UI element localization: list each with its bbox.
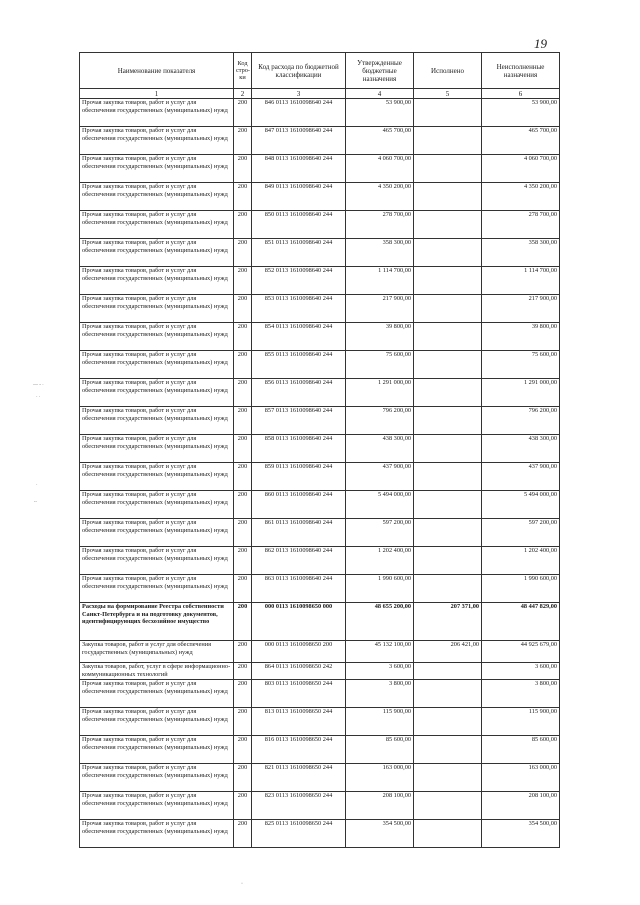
row-name: Прочая закупка товаров, работ и услуг для обеспечения государственных (муниципальных) нужд bbox=[80, 267, 234, 295]
header-name: Наименование показателя bbox=[80, 53, 234, 89]
row-name: Прочая закупка товаров, работ и услуг для обеспечения государственных (муниципальных) нужд bbox=[80, 519, 234, 547]
row-executed bbox=[414, 575, 482, 603]
row-approved: 48 655 200,00 bbox=[346, 603, 414, 641]
row-line-code: 200 bbox=[234, 603, 252, 641]
column-number: 1 bbox=[80, 89, 234, 99]
row-line-code: 200 bbox=[234, 663, 252, 680]
row-line-code: 200 bbox=[234, 792, 252, 820]
row-executed bbox=[414, 736, 482, 764]
row-unexecuted: 53 900,00 bbox=[482, 99, 560, 127]
budget-execution-table bbox=[79, 52, 560, 848]
row-executed bbox=[414, 680, 482, 708]
row-expense-code: 825 0113 1610098650 244 bbox=[252, 820, 346, 848]
row-expense-code: 854 0113 1610098640 244 bbox=[252, 323, 346, 351]
row-unexecuted: 39 800,00 bbox=[482, 323, 560, 351]
table-row bbox=[80, 820, 560, 848]
table-row bbox=[80, 407, 560, 435]
row-unexecuted: 75 600,00 bbox=[482, 351, 560, 379]
row-unexecuted: 3 600,00 bbox=[482, 663, 560, 680]
row-unexecuted: 3 800,00 bbox=[482, 680, 560, 708]
row-executed bbox=[414, 792, 482, 820]
row-executed bbox=[414, 491, 482, 519]
row-approved: 5 494 000,00 bbox=[346, 491, 414, 519]
row-executed bbox=[414, 239, 482, 267]
row-approved: 75 600,00 bbox=[346, 351, 414, 379]
row-approved: 465 700,00 bbox=[346, 127, 414, 155]
header-unexecuted: Неисполненные назначения bbox=[482, 53, 560, 89]
row-name: Прочая закупка товаров, работ и услуг для обеспечения государственных (муниципальных) нужд bbox=[80, 99, 234, 127]
row-line-code: 200 bbox=[234, 295, 252, 323]
scan-mark: · bbox=[36, 483, 38, 488]
table-row bbox=[80, 575, 560, 603]
row-executed: 207 371,00 bbox=[414, 603, 482, 641]
row-line-code: 200 bbox=[234, 183, 252, 211]
column-number: 5 bbox=[414, 89, 482, 99]
row-unexecuted: 85 600,00 bbox=[482, 736, 560, 764]
row-approved: 278 700,00 bbox=[346, 211, 414, 239]
row-unexecuted: 5 494 000,00 bbox=[482, 491, 560, 519]
row-name: Закупка товаров, работ, услуг в сфере информационно-коммуникационных технологий bbox=[80, 663, 234, 680]
row-expense-code: 859 0113 1610098640 244 bbox=[252, 463, 346, 491]
table-row bbox=[80, 295, 560, 323]
row-line-code: 200 bbox=[234, 127, 252, 155]
row-name: Прочая закупка товаров, работ и услуг для обеспечения государственных (муниципальных) нужд bbox=[80, 211, 234, 239]
column-number: 2 bbox=[234, 89, 252, 99]
column-number-row bbox=[80, 89, 560, 99]
page-number: 19 bbox=[534, 36, 547, 51]
row-expense-code: 861 0113 1610098640 244 bbox=[252, 519, 346, 547]
row-line-code: 200 bbox=[234, 764, 252, 792]
row-approved: 208 100,00 bbox=[346, 792, 414, 820]
row-approved: 217 900,00 bbox=[346, 295, 414, 323]
table-row bbox=[80, 435, 560, 463]
row-approved: 1 202 400,00 bbox=[346, 547, 414, 575]
row-name: Прочая закупка товаров, работ и услуг для обеспечения государственных (муниципальных) нужд bbox=[80, 792, 234, 820]
table-row bbox=[80, 211, 560, 239]
row-executed bbox=[414, 820, 482, 848]
header-executed: Исполнено bbox=[414, 53, 482, 89]
row-unexecuted: 163 000,00 bbox=[482, 764, 560, 792]
table-row bbox=[80, 519, 560, 547]
table-row bbox=[80, 491, 560, 519]
row-approved: 1 990 600,00 bbox=[346, 575, 414, 603]
row-expense-code: 848 0113 1610098640 244 bbox=[252, 155, 346, 183]
row-approved: 45 132 100,00 bbox=[346, 641, 414, 663]
row-expense-code: 862 0113 1610098640 244 bbox=[252, 547, 346, 575]
row-executed: 206 421,00 bbox=[414, 641, 482, 663]
row-name: Закупка товаров, работ и услуг для обеспечения государственных (муниципальных) нужд bbox=[80, 641, 234, 663]
row-unexecuted: 4 060 700,00 bbox=[482, 155, 560, 183]
row-line-code: 200 bbox=[234, 820, 252, 848]
row-unexecuted: 597 200,00 bbox=[482, 519, 560, 547]
row-executed bbox=[414, 295, 482, 323]
row-name: Прочая закупка товаров, работ и услуг для обеспечения государственных (муниципальных) нужд bbox=[80, 379, 234, 407]
row-name: Прочая закупка товаров, работ и услуг для обеспечения государственных (муниципальных) нужд bbox=[80, 183, 234, 211]
table-row bbox=[80, 792, 560, 820]
row-expense-code: 000 0113 1610098650 200 bbox=[252, 641, 346, 663]
row-name: Прочая закупка товаров, работ и услуг для обеспечения государственных (муниципальных) нужд bbox=[80, 736, 234, 764]
row-expense-code: 857 0113 1610098640 244 bbox=[252, 407, 346, 435]
row-expense-code: 000 0113 1610098650 000 bbox=[252, 603, 346, 641]
row-unexecuted: 1 202 400,00 bbox=[482, 547, 560, 575]
row-unexecuted: 208 100,00 bbox=[482, 792, 560, 820]
row-name: Прочая закупка товаров, работ и услуг для обеспечения государственных (муниципальных) нужд bbox=[80, 407, 234, 435]
row-name: Прочая закупка товаров, работ и услуг для обеспечения государственных (муниципальных) нужд bbox=[80, 708, 234, 736]
row-name: Прочая закупка товаров, работ и услуг для обеспечения государственных (муниципальных) нужд bbox=[80, 127, 234, 155]
row-executed bbox=[414, 211, 482, 239]
row-line-code: 200 bbox=[234, 155, 252, 183]
table-row bbox=[80, 736, 560, 764]
row-expense-code: 863 0113 1610098640 244 bbox=[252, 575, 346, 603]
row-line-code: 200 bbox=[234, 323, 252, 351]
row-approved: 3 600,00 bbox=[346, 663, 414, 680]
column-number: 6 bbox=[482, 89, 560, 99]
row-executed bbox=[414, 379, 482, 407]
row-line-code: 200 bbox=[234, 211, 252, 239]
row-name: Прочая закупка товаров, работ и услуг для обеспечения государственных (муниципальных) нужд bbox=[80, 463, 234, 491]
table-row bbox=[80, 641, 560, 663]
header-expense-code: Код расхода по бюджетной классификации bbox=[252, 53, 346, 89]
row-name: Прочая закупка товаров, работ и услуг для обеспечения государственных (муниципальных) нужд bbox=[80, 295, 234, 323]
row-unexecuted: 1 291 000,00 bbox=[482, 379, 560, 407]
row-expense-code: 852 0113 1610098640 244 bbox=[252, 267, 346, 295]
row-approved: 358 300,00 bbox=[346, 239, 414, 267]
table-row bbox=[80, 463, 560, 491]
row-name: Прочая закупка товаров, работ и услуг для обеспечения государственных (муниципальных) нужд bbox=[80, 239, 234, 267]
row-line-code: 200 bbox=[234, 575, 252, 603]
table-row bbox=[80, 155, 560, 183]
row-expense-code: 858 0113 1610098640 244 bbox=[252, 435, 346, 463]
row-line-code: 200 bbox=[234, 736, 252, 764]
row-unexecuted: 1 114 700,00 bbox=[482, 267, 560, 295]
row-expense-code: 816 0113 1610098650 244 bbox=[252, 736, 346, 764]
column-number: 3 bbox=[252, 89, 346, 99]
row-expense-code: 850 0113 1610098640 244 bbox=[252, 211, 346, 239]
row-approved: 438 300,00 bbox=[346, 435, 414, 463]
row-executed bbox=[414, 463, 482, 491]
row-line-code: 200 bbox=[234, 407, 252, 435]
scan-mark: — - · bbox=[33, 383, 44, 388]
row-executed bbox=[414, 708, 482, 736]
row-executed bbox=[414, 155, 482, 183]
row-executed bbox=[414, 407, 482, 435]
table-row bbox=[80, 127, 560, 155]
row-line-code: 200 bbox=[234, 547, 252, 575]
table-row bbox=[80, 680, 560, 708]
row-approved: 437 900,00 bbox=[346, 463, 414, 491]
row-name: Прочая закупка товаров, работ и услуг для обеспечения государственных (муниципальных) нужд bbox=[80, 547, 234, 575]
row-approved: 115 900,00 bbox=[346, 708, 414, 736]
row-expense-code: 860 0113 1610098640 244 bbox=[252, 491, 346, 519]
row-executed bbox=[414, 127, 482, 155]
row-executed bbox=[414, 663, 482, 680]
row-executed bbox=[414, 435, 482, 463]
table-row bbox=[80, 239, 560, 267]
table-row bbox=[80, 547, 560, 575]
row-name: Прочая закупка товаров, работ и услуг для обеспечения государственных (муниципальных) нужд bbox=[80, 491, 234, 519]
row-name: Прочая закупка товаров, работ и услуг для обеспечения государственных (муниципальных) нужд bbox=[80, 575, 234, 603]
row-line-code: 200 bbox=[234, 680, 252, 708]
row-expense-code: 851 0113 1610098640 244 bbox=[252, 239, 346, 267]
scan-mark: · bbox=[241, 881, 243, 887]
row-line-code: 200 bbox=[234, 267, 252, 295]
table-row bbox=[80, 183, 560, 211]
row-unexecuted: 465 700,00 bbox=[482, 127, 560, 155]
header-line-code: Код стро-ки bbox=[234, 53, 252, 89]
table-row bbox=[80, 99, 560, 127]
row-approved: 4 350 200,00 bbox=[346, 183, 414, 211]
row-line-code: 200 bbox=[234, 239, 252, 267]
row-name: Прочая закупка товаров, работ и услуг для обеспечения государственных (муниципальных) нужд bbox=[80, 155, 234, 183]
row-expense-code: 823 0113 1610098650 244 bbox=[252, 792, 346, 820]
table-row-section-total bbox=[80, 603, 560, 641]
row-name: Прочая закупка товаров, работ и услуг для обеспечения государственных (муниципальных) нужд bbox=[80, 820, 234, 848]
row-approved: 796 200,00 bbox=[346, 407, 414, 435]
scan-mark: -· bbox=[34, 500, 38, 505]
row-executed bbox=[414, 764, 482, 792]
row-line-code: 200 bbox=[234, 519, 252, 547]
table-row bbox=[80, 267, 560, 295]
row-unexecuted: 358 300,00 bbox=[482, 239, 560, 267]
row-approved: 85 600,00 bbox=[346, 736, 414, 764]
row-executed bbox=[414, 183, 482, 211]
row-unexecuted: 438 300,00 bbox=[482, 435, 560, 463]
row-executed bbox=[414, 99, 482, 127]
table-row bbox=[80, 663, 560, 680]
row-approved: 53 900,00 bbox=[346, 99, 414, 127]
row-expense-code: 847 0113 1610098640 244 bbox=[252, 127, 346, 155]
header-approved: Утвержденные бюджетные назначения bbox=[346, 53, 414, 89]
row-unexecuted: 796 200,00 bbox=[482, 407, 560, 435]
row-line-code: 200 bbox=[234, 435, 252, 463]
row-unexecuted: 115 900,00 bbox=[482, 708, 560, 736]
row-name: Прочая закупка товаров, работ и услуг для обеспечения государственных (муниципальных) нужд bbox=[80, 764, 234, 792]
row-approved: 4 060 700,00 bbox=[346, 155, 414, 183]
table-row bbox=[80, 708, 560, 736]
row-approved: 39 800,00 bbox=[346, 323, 414, 351]
row-approved: 3 800,00 bbox=[346, 680, 414, 708]
row-executed bbox=[414, 323, 482, 351]
row-unexecuted: 48 447 829,00 bbox=[482, 603, 560, 641]
row-expense-code: 813 0113 1610098650 244 bbox=[252, 708, 346, 736]
row-approved: 597 200,00 bbox=[346, 519, 414, 547]
table-row bbox=[80, 351, 560, 379]
row-approved: 1 114 700,00 bbox=[346, 267, 414, 295]
row-name: Прочая закупка товаров, работ и услуг для обеспечения государственных (муниципальных) нужд bbox=[80, 323, 234, 351]
row-line-code: 200 bbox=[234, 708, 252, 736]
row-unexecuted: 278 700,00 bbox=[482, 211, 560, 239]
budget-execution-table-wrapper bbox=[79, 52, 560, 848]
column-number: 4 bbox=[346, 89, 414, 99]
scan-mark: · · bbox=[36, 395, 41, 400]
row-name: Прочая закупка товаров, работ и услуг для обеспечения государственных (муниципальных) нужд bbox=[80, 680, 234, 708]
row-name: Расходы на формирование Реестра собственности Санкт-Петербурга и на подготовку документов, идентифицирующих бесхозяйное имущество bbox=[80, 603, 234, 641]
row-line-code: 200 bbox=[234, 641, 252, 663]
row-executed bbox=[414, 519, 482, 547]
header-row bbox=[80, 53, 560, 89]
row-approved: 163 000,00 bbox=[346, 764, 414, 792]
table-row bbox=[80, 323, 560, 351]
row-line-code: 200 bbox=[234, 463, 252, 491]
row-expense-code: 856 0113 1610098640 244 bbox=[252, 379, 346, 407]
row-expense-code: 864 0113 1610098650 242 bbox=[252, 663, 346, 680]
row-line-code: 200 bbox=[234, 491, 252, 519]
row-expense-code: 803 0113 1610098650 244 bbox=[252, 680, 346, 708]
row-expense-code: 853 0113 1610098640 244 bbox=[252, 295, 346, 323]
table-row bbox=[80, 379, 560, 407]
row-executed bbox=[414, 351, 482, 379]
row-line-code: 200 bbox=[234, 99, 252, 127]
table-row bbox=[80, 764, 560, 792]
row-unexecuted: 1 990 600,00 bbox=[482, 575, 560, 603]
row-unexecuted: 354 500,00 bbox=[482, 820, 560, 848]
row-expense-code: 846 0113 1610098640 244 bbox=[252, 99, 346, 127]
row-approved: 1 291 000,00 bbox=[346, 379, 414, 407]
row-executed bbox=[414, 267, 482, 295]
row-unexecuted: 437 900,00 bbox=[482, 463, 560, 491]
row-unexecuted: 217 900,00 bbox=[482, 295, 560, 323]
row-name: Прочая закупка товаров, работ и услуг для обеспечения государственных (муниципальных) нужд bbox=[80, 435, 234, 463]
row-expense-code: 855 0113 1610098640 244 bbox=[252, 351, 346, 379]
row-line-code: 200 bbox=[234, 351, 252, 379]
row-unexecuted: 4 350 200,00 bbox=[482, 183, 560, 211]
row-unexecuted: 44 925 679,00 bbox=[482, 641, 560, 663]
row-line-code: 200 bbox=[234, 379, 252, 407]
row-executed bbox=[414, 547, 482, 575]
row-expense-code: 821 0113 1610098650 244 bbox=[252, 764, 346, 792]
row-name: Прочая закупка товаров, работ и услуг для обеспечения государственных (муниципальных) нужд bbox=[80, 351, 234, 379]
row-expense-code: 849 0113 1610098640 244 bbox=[252, 183, 346, 211]
row-approved: 354 500,00 bbox=[346, 820, 414, 848]
